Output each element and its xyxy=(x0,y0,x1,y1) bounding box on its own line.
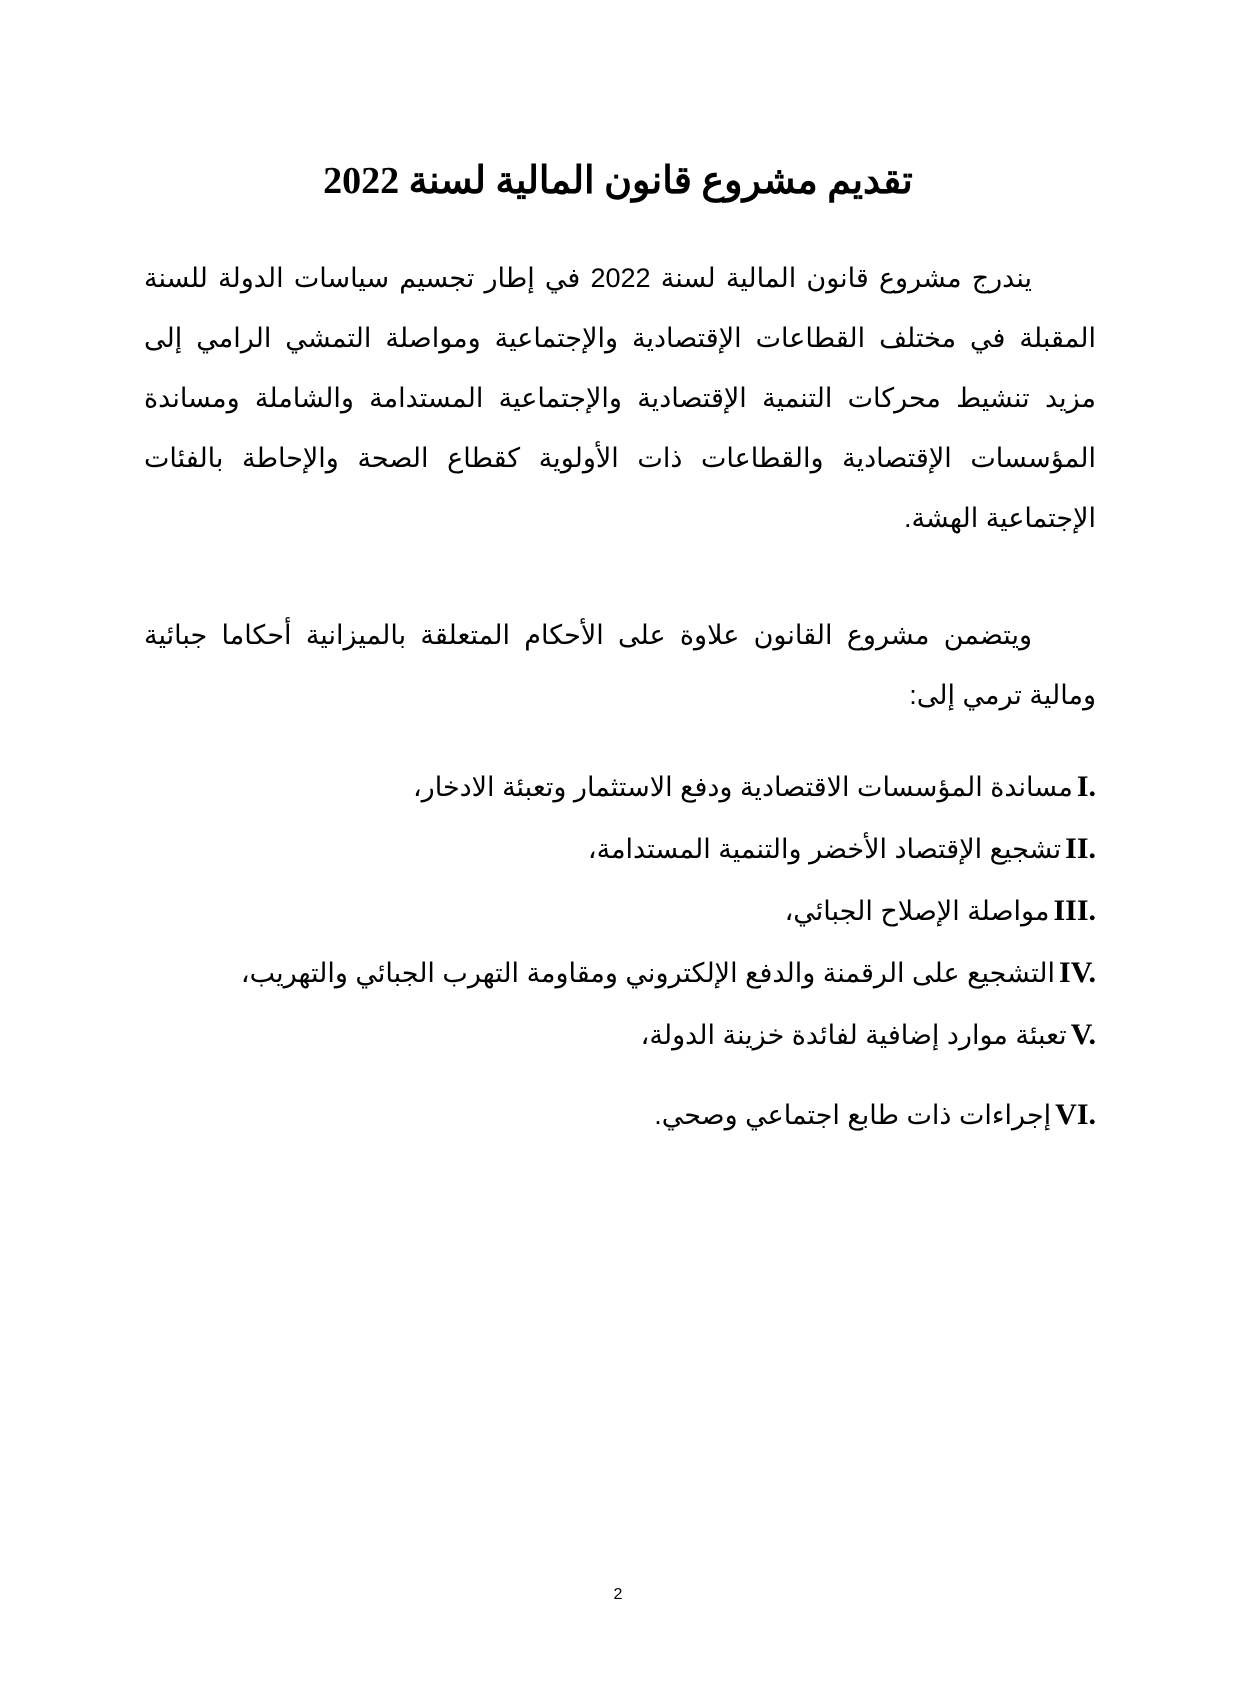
list-item-text: تعبئة موارد إضافية لفائدة خزينة الدولة، xyxy=(640,1020,1067,1050)
list-marker: V. xyxy=(1070,1018,1096,1051)
list-item-text: التشجيع على الرقمنة والدفع الإلكتروني ومقاومة التهرب الجبائي والتهريب، xyxy=(240,958,1056,988)
list-marker: II. xyxy=(1065,832,1096,865)
list-item xyxy=(116,827,1096,889)
list-item-text: مواصلة الإصلاح الجبائي، xyxy=(784,896,1050,926)
intro-paragraph xyxy=(144,248,1096,548)
intro-paragraph-text: يندرج مشروع قانون المالية لسنة 2022 في إطار تجسيم سياسات الدولة للسنة المقبلة في مختلف القطاعات الإقتصادية والإجتماعية ومواصلة التمشي الرامي إلى مزيد تنشيط محركات التنمية الإقتصادية والإجتماعية المستدامة والشاملة ومساندة المؤسسات الإقتصادية والقطاعات ذات الأولوية كقطاع الصحة والإحاطة بالفئات الإجتماعية الهشة. xyxy=(144,263,1096,533)
page-number: 2 xyxy=(613,1586,623,1603)
list-marker: I. xyxy=(1076,770,1096,803)
list-marker: IV. xyxy=(1059,956,1096,989)
list-item-text: تشجيع الإقتصاد الأخضر والتنمية المستدامة، xyxy=(587,834,1062,864)
list-marker: VI. xyxy=(1055,1098,1096,1131)
list-item xyxy=(116,951,1096,1013)
provisions-paragraph-text: ويتضمن مشروع القانون علاوة على الأحكام المتعلقة بالميزانية أحكاما جبائية ومالية ترمي إلى: xyxy=(144,620,1096,710)
list-item xyxy=(116,1013,1096,1075)
list-item-text: إجراءات ذات طابع اجتماعي وصحي. xyxy=(654,1100,1052,1130)
provisions-paragraph xyxy=(144,605,1096,725)
list-marker: III. xyxy=(1053,894,1096,927)
objectives-list xyxy=(116,765,1096,1155)
list-item-text: مساندة المؤسسات الاقتصادية ودفع الاستثمار وتعبئة الادخار، xyxy=(412,772,1073,802)
list-item xyxy=(116,765,1096,827)
document-title: تقديم مشروع قانون المالية لسنة 2022 xyxy=(323,160,913,203)
list-item xyxy=(116,889,1096,951)
list-item xyxy=(116,1093,1096,1155)
